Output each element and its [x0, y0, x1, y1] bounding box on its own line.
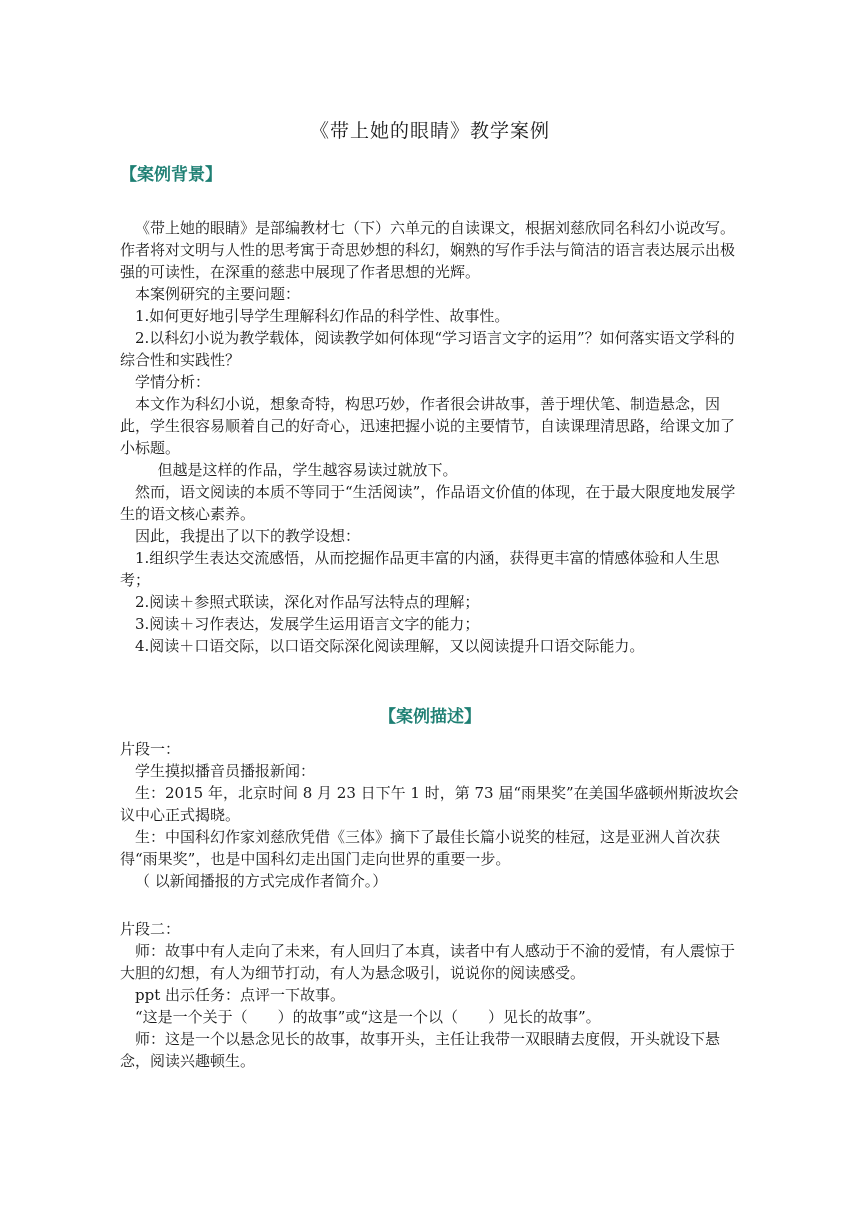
paragraph: 但越是这样的作品，学生越容易读过就放下。 [157, 461, 458, 479]
list-item: 3.阅读＋习作表达，发展学生运用语言文字的能力； [135, 615, 480, 633]
list-item: 1.组织学生表达交流感悟，从而挖掘作品更丰富的内涵，获得更丰富的情感体验和人生思考； [120, 549, 720, 589]
paragraph: 本文作为科幻小说，想象奇特，构思巧妙，作者很会讲故事，善于埋伏笔、制造悬念，因此，学生很容易顺着自己的好奇心，迅速把握小说的主要情节，自读课理清思路，给课文加了小标题。 [120, 395, 736, 457]
paragraph: ppt 出示任务：点评一下故事。 [135, 986, 346, 1004]
paragraph: 师：这是一个以悬念见长的故事，故事开头，主任让我带一双眼睛去度假，开头就设下悬念，阅读兴趣顿生。 [120, 1030, 721, 1070]
paragraph: 《带上她的眼睛》是部编教材七（下）六单元的自读课文，根据刘慈欣同名科幻小说改写。作者将对文明与人性的思考寓于奇思妙想的科幻，娴熟的写作手法与简洁的语言表达展示出极强的可读性，在深重的慈悲中展现了作者思想的光辉。 [120, 219, 736, 281]
paragraph: 学情分析： [135, 373, 211, 391]
list-item: 2.以科幻小说为教学载体，阅读教学如何体现“学习语言文字的运用”？如何落实语文学科的综合性和实践性？ [120, 329, 735, 369]
background-section [120, 217, 740, 657]
paragraph: 师：故事中有人走向了未来，有人回归了本真，读者中有人感动于不渝的爱情，有人震惊于大胆的幻想，有人为细节打动，有人为悬念吸引，说说你的阅读感受。 [120, 942, 736, 982]
document-title: 《带上她的眼睛》教学案例 [309, 120, 550, 142]
paragraph: “这是一个关于（ ）的故事”或“这是一个以（ ）见长的故事”。 [135, 1008, 601, 1026]
list-item: 4.阅读＋口语交际，以口语交际深化阅读理解，又以阅读提升口语交际能力。 [135, 637, 645, 655]
section-heading-description: 【案例描述】 [379, 707, 481, 727]
paragraph: 学生摸拟播音员播报新闻： [135, 762, 316, 780]
segment-two [120, 918, 740, 1072]
paragraph: 本案例研究的主要问题： [135, 285, 301, 303]
segment-label: 片段二： [120, 920, 181, 938]
list-item: 1.如何更好地引导学生理解科幻作品的科学性、故事性。 [135, 307, 510, 325]
segment-one [120, 738, 740, 892]
paragraph: 因此，我提出了以下的教学设想： [135, 527, 361, 545]
paragraph: 然而，语文阅读的本质不等同于“生活阅读”，作品语文价值的体现，在于最大限度地发展学生的语文核心素养。 [120, 483, 736, 523]
segment-label: 片段一： [120, 740, 181, 758]
list-item: 2.阅读＋参照式联读，深化对作品写法特点的理解； [135, 593, 480, 611]
paragraph: 生：中国科幻作家刘慈欣凭借《三体》摘下了最佳长篇小说奖的桂冠，这是亚洲人首次获得“雨果奖”，也是中国科幻走出国门走向世界的重要一步。 [120, 828, 721, 868]
paragraph: 生：2015 年，北京时间 8 月 23 日下午 1 时，第 73 届“雨果奖”在美国华盛顿州斯波坎会议中心正式揭晓。 [120, 784, 739, 824]
paragraph: （ 以新闻播报的方式完成作者简介。） [135, 872, 388, 890]
section-heading-background: 【案例背景】 [120, 165, 222, 185]
